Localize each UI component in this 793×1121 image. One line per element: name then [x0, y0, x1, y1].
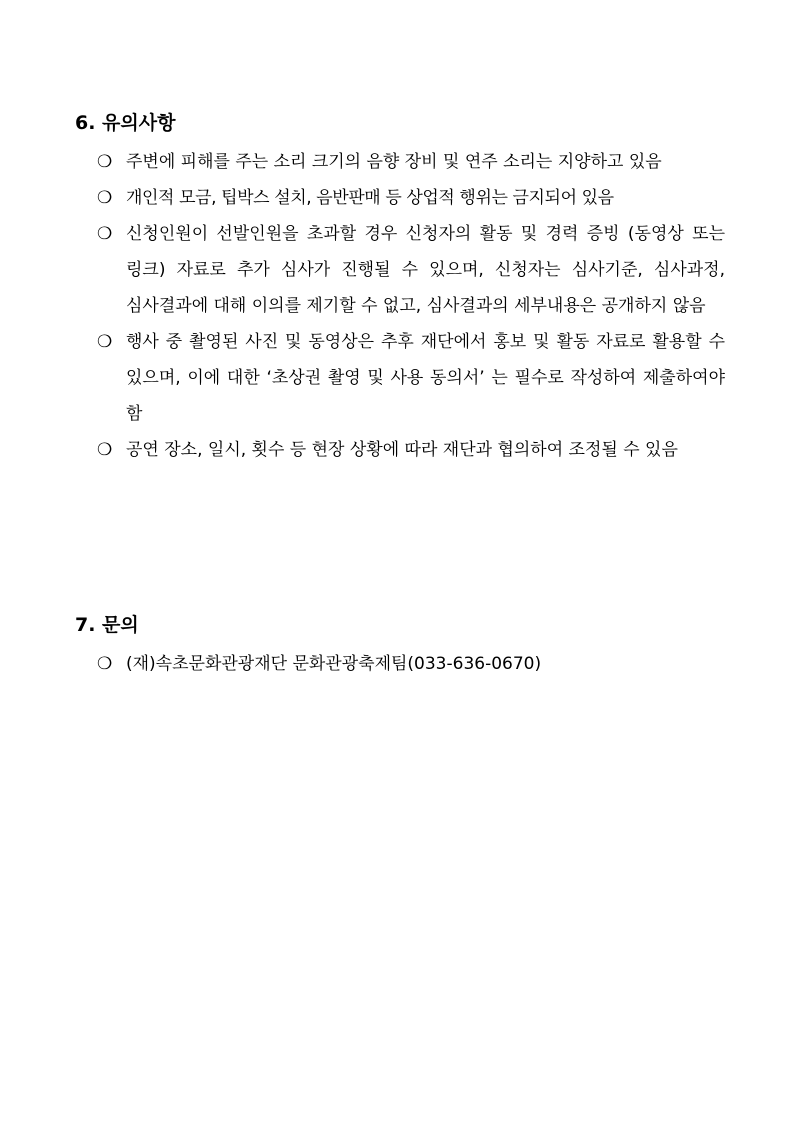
bullet-circle-icon: ❍: [97, 332, 113, 352]
list-item-text: 공연 장소, 일시, 횟수 등 현장 상황에 따라 재단과 협의하여 조정될 수 있음: [126, 440, 678, 460]
list-item-text: 주변에 피해를 주는 소리 크기의 음향 장비 및 연주 소리는 지양하고 있음: [126, 152, 662, 172]
bullet-circle-icon: ❍: [97, 188, 112, 208]
section-heading-notes: 6. 유의사항: [75, 112, 176, 134]
section-notes: [75, 110, 725, 468]
contact-list: [75, 646, 725, 682]
bullet-circle-icon: ❍: [97, 224, 113, 244]
list-item: [75, 646, 725, 682]
section-contact: [75, 612, 725, 682]
contact-text: (재)속초문화관광재단 문화관광축제팀(033-636-0670): [126, 654, 542, 674]
bullet-circle-icon: ❍: [97, 152, 113, 172]
list-item-text: 신청인원이 선발인원을 초과할 경우 신청자의 활동 및 경력 증빙 (동영상 또는 링크) 자료로 추가 심사가 진행될 수 있으며, 신청자는 심사기준, 심사과정, 심사결과에 대해 이의를 제기할 수 없고, 심사결과의 세부내용은 공개하지 않음: [126, 224, 725, 316]
list-item: [75, 216, 725, 324]
list-item-text: 행사 중 촬영된 사진 및 동영상은 추후 재단에서 홍보 및 활동 자료로 활용할 수 있으며, 이에 대한 ‘초상권 촬영 및 사용 동의서’ 는 필수로 작성하여 제출하여야 함: [126, 332, 725, 424]
section-heading-contact: 7. 문의: [75, 614, 139, 636]
list-item: [75, 180, 725, 216]
list-item-text: 개인적 모금, 팁박스 설치, 음반판매 등 상업적 행위는 금지되어 있음: [126, 188, 614, 208]
list-item: [75, 144, 725, 180]
bullet-circle-icon: ❍: [97, 440, 113, 460]
bullet-circle-icon: ❍: [97, 654, 113, 674]
list-item: [75, 324, 725, 432]
list-item: [75, 432, 725, 468]
notes-list: [75, 144, 725, 468]
